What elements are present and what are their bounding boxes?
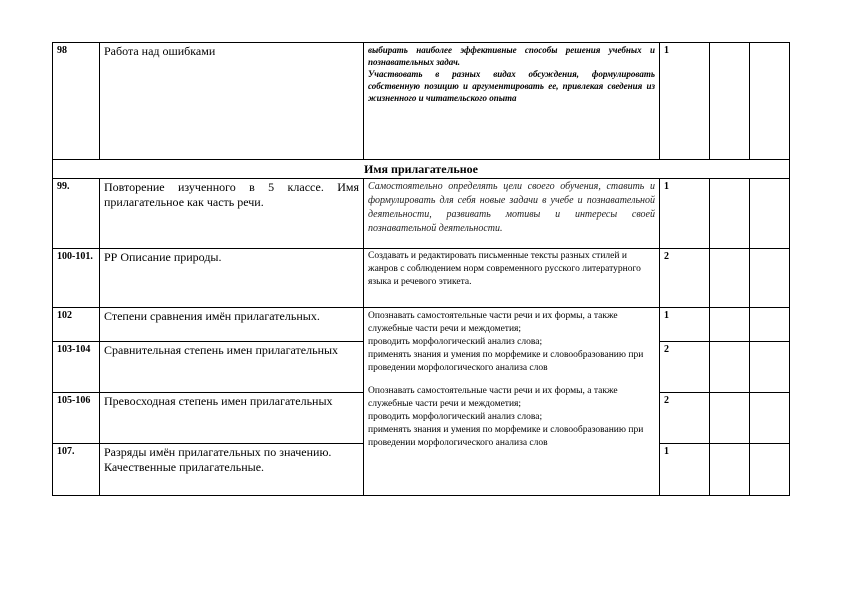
lesson-topic: Повторение изученного в 5 классе. Имя прилагательное как часть речи.	[100, 179, 364, 249]
lesson-topic: Работа над ошибками	[100, 43, 364, 160]
activity-text: проводить морфологический анализ слова;	[368, 412, 543, 422]
activity-text: проводить морфологический анализ слова;	[368, 337, 543, 347]
lesson-topic: Сравнительная степень имен прилагательных	[100, 342, 364, 393]
empty-cell	[710, 179, 750, 249]
empty-cell	[710, 43, 750, 160]
lesson-number: 99.	[53, 179, 100, 249]
hours-count: 2	[660, 393, 710, 444]
activity-text: выбирать наиболее эффективные способы решения учебных и познавательных задач.	[368, 45, 655, 67]
hours-count: 1	[660, 308, 710, 342]
lesson-number: 105-106	[53, 393, 100, 444]
empty-cell	[710, 444, 750, 496]
empty-cell	[710, 342, 750, 393]
lesson-plan-table	[52, 42, 790, 496]
hours-count: 2	[660, 249, 710, 308]
empty-cell	[710, 308, 750, 342]
section-row	[53, 160, 790, 179]
lesson-topic: Разряды имён прилагательных по значению. Качественные прилагательные.	[100, 444, 364, 496]
empty-cell	[750, 342, 790, 393]
activity-text: применять знания и умения по морфемике и словообразованию при проведении морфологического анализа слов	[368, 425, 644, 448]
activity-text: применять знания и умения по морфемике и словообразованию при проведении морфологического анализа слов	[368, 350, 644, 373]
lesson-topic: РР Описание природы.	[100, 249, 364, 308]
lesson-number: 103-104	[53, 342, 100, 393]
table-row	[53, 179, 790, 249]
hours-count: 2	[660, 342, 710, 393]
lesson-number: 98	[53, 43, 100, 160]
empty-cell	[750, 179, 790, 249]
learning-activities: Самостоятельно определять цели своего обучения, ставить и формулировать для себя новые задачи в учебе и познавательной деятельности, развивать мотивы и интересы своей познавательной деятельности.	[364, 179, 660, 249]
activity-text: Опознавать самостоятельные части речи и их формы, а также служебные части речи и междометия;	[368, 311, 618, 334]
empty-cell	[750, 249, 790, 308]
lesson-topic: Превосходная степень имен прилагательных	[100, 393, 364, 444]
empty-cell	[710, 249, 750, 308]
empty-cell	[750, 393, 790, 444]
learning-activities: Создавать и редактировать письменные тексты разных стилей и жанров с соблюдением норм современного русского литературного языка и речевого этикета.	[364, 249, 660, 308]
learning-activities	[364, 43, 660, 160]
table-row	[53, 308, 790, 342]
section-title: Имя прилагательное	[53, 160, 790, 179]
empty-cell	[710, 393, 750, 444]
hours-count: 1	[660, 179, 710, 249]
lesson-topic: Степени сравнения имён прилагательных.	[100, 308, 364, 342]
lesson-number: 100-101.	[53, 249, 100, 308]
lesson-number: 102	[53, 308, 100, 342]
hours-count: 1	[660, 43, 710, 160]
lesson-number: 107.	[53, 444, 100, 496]
activity-text: Участвовать в разных видах обсуждения, формулировать собственную позицию и аргументировать ее, привлекая сведения из жизненного и читательского опыта	[368, 69, 655, 103]
empty-cell	[750, 43, 790, 160]
activity-text: Опознавать самостоятельные части речи и их формы, а также служебные части речи и междометия;	[368, 386, 618, 409]
empty-cell	[750, 444, 790, 496]
table-row	[53, 249, 790, 308]
learning-activities-merged	[364, 308, 660, 496]
hours-count: 1	[660, 444, 710, 496]
table-row	[53, 43, 790, 160]
empty-cell	[750, 308, 790, 342]
